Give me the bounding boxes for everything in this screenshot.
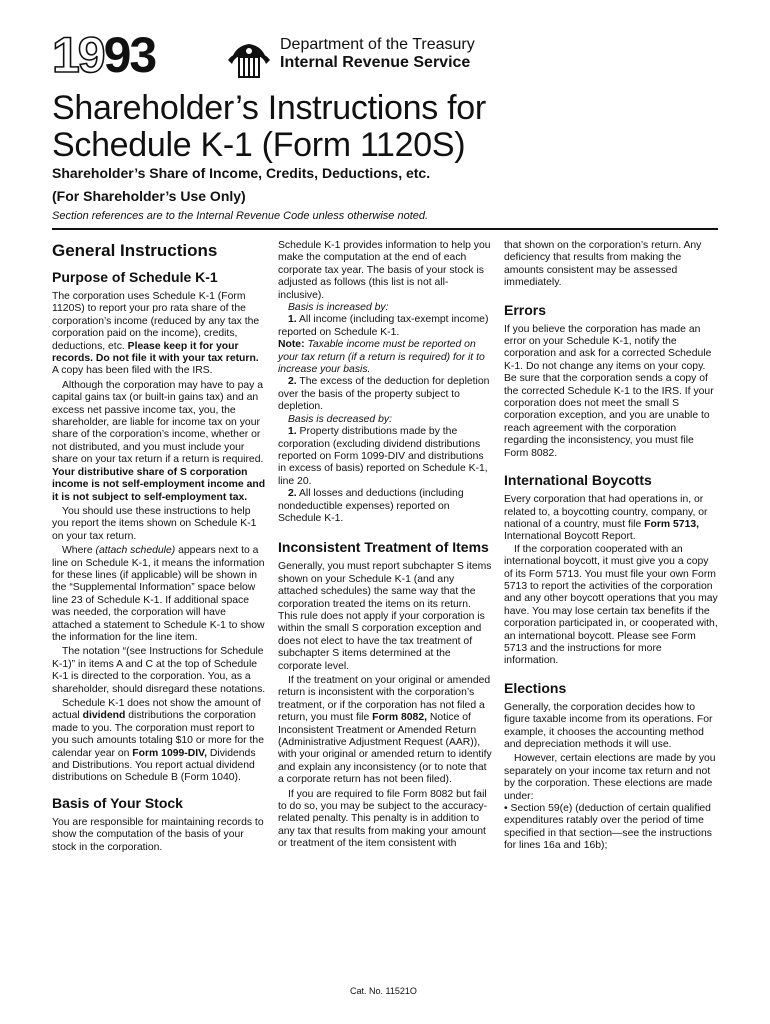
heading-inconsistent-treatment: Inconsistent Treatment of Items (278, 539, 489, 556)
page-title (52, 90, 486, 164)
note (278, 339, 493, 376)
list-item (278, 488, 493, 525)
year-solid-digits: 93 (103, 27, 156, 83)
text: Property distributions made by the corporation (excluding dividend distributions reported on Form 1099-DIV and distributions in excess of basis) reported on Schedule K-1, line 20. (278, 426, 488, 487)
form-year (52, 27, 156, 83)
bullet-item (504, 803, 718, 853)
paragraph (504, 494, 718, 544)
bold-text: Form 8082, (372, 712, 428, 724)
header-divider (52, 228, 718, 230)
item-number: 1. (288, 314, 297, 326)
item-number: 2. (288, 376, 297, 388)
paragraph: However, certain elections are made by you separately on your income tax return and not by the corporation. These elections are made under: (504, 753, 716, 802)
subtitle: Shareholder’s Share of Income, Credits, Deductions, etc. (52, 165, 431, 181)
text: The excess of the deduction for depletion over the basis of the property subject to depletion. (278, 376, 490, 413)
paragraph: The notation “(see Instructions for Schedule K-1)” in items A and C at the top of Schedule K-1 is directed to the corporation. You, as a shareholder, should disregard these notations. (52, 646, 266, 695)
use-note: (For Shareholder’s Use Only) (52, 188, 246, 204)
irs-eagle-logo-icon (226, 38, 272, 84)
list-item (278, 314, 493, 339)
catalog-number: Cat. No. 11521O (350, 986, 417, 996)
paragraph: that shown on the corporation’s return. Any deficiency that results from making the amounts consistent may be assessed immediately. (504, 240, 702, 289)
note-label: Note: (278, 339, 305, 351)
paragraph: If you are required to file Form 8082 but fail to do so, you may be subject to the accuracy-related penalty. This penalty is in addition to any tax that results from making your amount or treatment of the item consistent with (278, 788, 488, 850)
paragraph (52, 545, 266, 644)
paragraph (278, 675, 493, 787)
bold-text: Form 1099-DIV, (132, 747, 207, 759)
paragraph: Generally, you must report subchapter S items shown on your Schedule K-1 (and any attached schedules) the same way that the corporation treated the items on its return. This rule does not apply if your corporation is within the small S corporation exception and does not elect to have the tax treatment of subchapter S items determined at the corporate level. (278, 561, 492, 672)
paragraph (52, 698, 266, 785)
text: Schedule K-1 does not show the amount of actual (52, 698, 261, 722)
bold-text: Please keep it for your records. Do not file it with your tax return. (52, 340, 259, 365)
item-number: 1. (288, 426, 297, 438)
column-1 (52, 240, 266, 854)
section-reference-note: Section references are to the Internal Revenue Code unless otherwise noted. (52, 210, 429, 222)
bullet-icon: • (504, 803, 508, 815)
text: distributions the corporation made to you. The corporation must report to you such amounts totaling $10 or more for the calendar year on (52, 710, 264, 759)
title-line-1: Shareholder’s Instructions for (52, 89, 486, 127)
paragraph: If the corporation cooperated with an international boycott, it must give you a copy of its Form 5713. You must file your own Form 5713 to report the activities of the corporation and any other boycott operations that you may have. You may lose certain tax benefits if the corporation participated in, or cooperated with, an international boycott. Please see Form 5713 and the instructions for more information. (504, 543, 718, 667)
list-item (278, 426, 493, 488)
text: If the treatment on your original or amended return is inconsistent with the corporation’s treatment, or if the corporation has not filed a return, you must file (278, 675, 491, 724)
text: Dividends and Distributions. You report actual dividend distributions on Schedule B (Form 1040). (52, 747, 256, 784)
text: Section 59(e) (deduction of certain qualified expenditures ratably over the period of time specified in that section—see the instructions for lines 16a and 16b); (504, 803, 712, 852)
item-number: 2. (288, 488, 297, 500)
department-name: Department of the Treasury (280, 36, 475, 53)
year-outline-digits: 19 (52, 27, 104, 83)
bold-text: Your distributive share of S corporation income is not self-employment income and it is not subject to self-employment tax. (52, 466, 266, 503)
text: International Boycott Report. (504, 531, 636, 543)
text: appears next to a line on Schedule K-1, it means the information for these lines (if applicable) will be shown in the “Supplemental Information” space below line 23 of Schedule K-1. If additional space was needed, the corporation will have attached a statement to Schedule K-1 to show the information for the line item. (52, 545, 265, 643)
paragraph: Generally, the corporation decides how to figure taxable income from its operations. For example, it chooses the accounting method and depreciation methods it will use. (504, 701, 713, 750)
title-line-2: Schedule K-1 (Form 1120S) (52, 126, 466, 164)
heading-errors: Errors (504, 301, 547, 318)
column-2 (278, 240, 493, 851)
note-text: Taxable income must be reported on your tax return (if a return is required) for it to increase your basis. (278, 339, 485, 376)
paragraph: Schedule K-1 provides information to help you make the computation at the end of each corporate tax year. The basis of your stock is adjusted as follows (this list is not all-inclusive). (278, 240, 491, 301)
heading-international-boycotts: International Boycotts (504, 472, 652, 489)
paragraph (52, 380, 266, 504)
text: Every corporation that had operations in, or related to, a boycotting country, company, or national of a country, must file (504, 494, 708, 530)
paragraph: You are responsible for maintaining records to show the computation of the basis of your stock in the corporation. (52, 816, 264, 853)
bold-text: dividend (82, 710, 126, 722)
text: Notice of Inconsistent Treatment or Amended Return (Administrative Adjustment Request (AAR)), with your original or amended return to identify and explain any inconsistency (or to note that a corporate return has not been filed). (278, 712, 492, 786)
text: Where (62, 545, 96, 557)
heading-basis: Basis of Your Stock (52, 794, 183, 811)
text: Although the corporation may have to pay a capital gains tax (or built-in gains tax) and an excess net passive income tax, you, the shareholder, are liable for income tax on your share of the corporation’s income, whether or not distributed, and you must include your share on your tax return if a return is required. (52, 379, 264, 466)
text: All income (including tax-exempt income) reported on Schedule K-1. (278, 314, 489, 338)
paragraph: If you believe the corporation has made an error on your Schedule K-1, notify the corporation and ask for a corrected Schedule K-1. Do not change any items on your copy. Be sure that the corporation sends a copy of the corrected Schedule K-1 to the IRS. If your corporation does not meet the small S corporation exception, and you are unable to reach agreement with the corporation regarding the inconsistency, you must file Form 8082. (504, 323, 714, 459)
column-3 (504, 240, 718, 853)
text: The corporation uses Schedule K-1 (Form 1120S) to report your pro rata share of the corporation’s income (reduced by any tax the corporation paid on the income), credits, deductions, etc. (52, 291, 260, 352)
paragraph (52, 291, 266, 378)
text: All losses and deductions (including nondeductible expenses) reported on Schedule K-1. (278, 488, 464, 524)
heading-purpose: Purpose of Schedule K-1 (52, 269, 218, 285)
italic-text: (attach schedule) (95, 545, 176, 557)
list-item (278, 376, 493, 413)
agency-block (226, 36, 475, 84)
bold-text: Form 5713, (644, 518, 700, 530)
heading-elections: Elections (504, 679, 567, 696)
heading-general-instructions: General Instructions (52, 241, 218, 260)
basis-decreased-label: Basis is decreased by: (288, 413, 392, 425)
paragraph: You should use these instructions to help you report the items shown on Schedule K-1 on your tax return. (52, 505, 257, 542)
text: A copy has been filed with the IRS. (52, 365, 213, 377)
basis-increased-label: Basis is increased by: (288, 302, 389, 314)
agency-name: Internal Revenue Service (280, 54, 471, 72)
